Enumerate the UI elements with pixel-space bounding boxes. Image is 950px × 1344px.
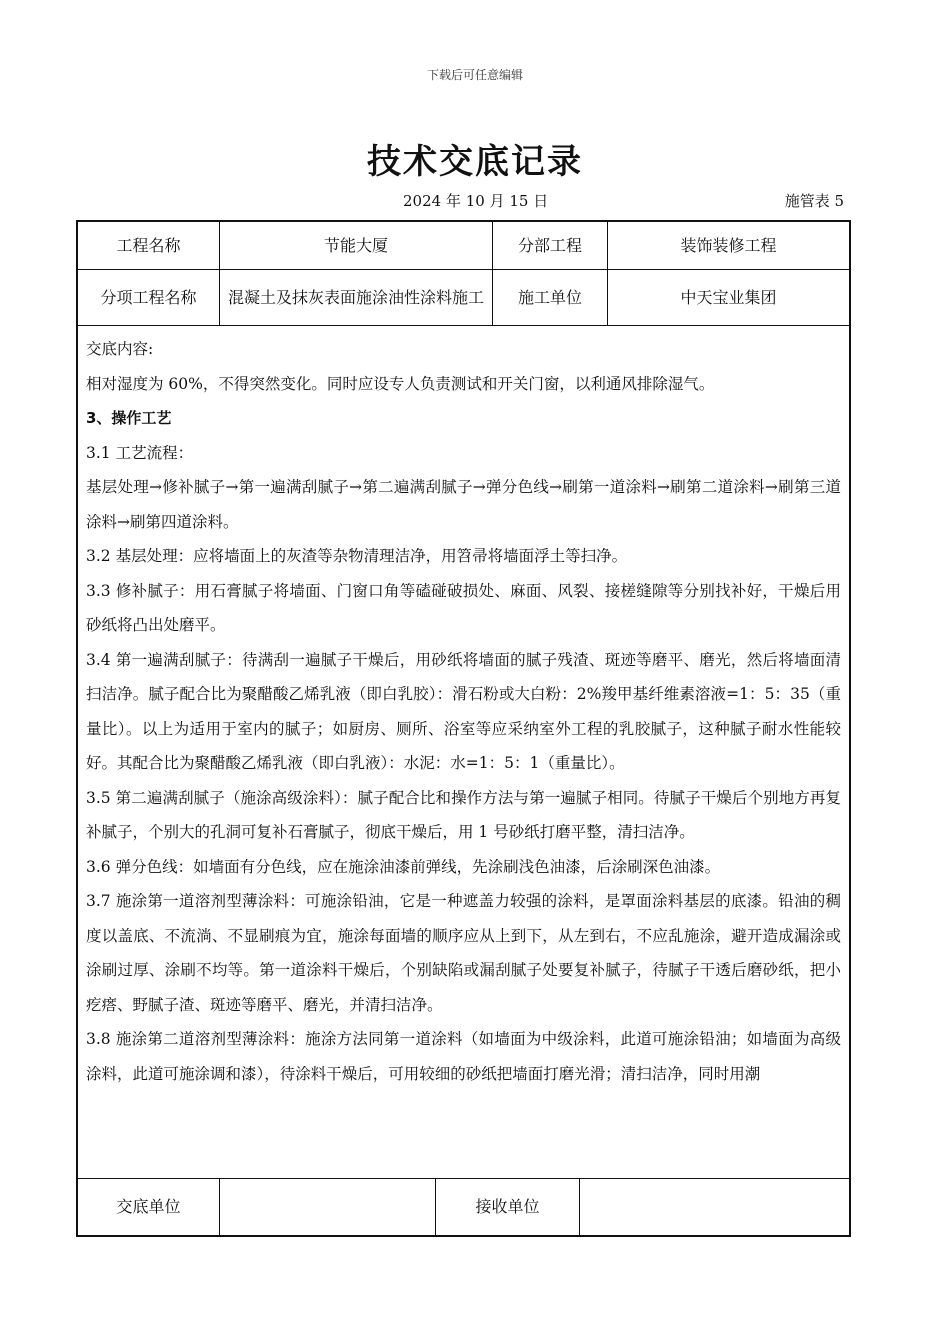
- disclosure-content: [86, 332, 841, 1091]
- project-name-label: 工程名称: [116, 235, 181, 255]
- division-value: 装饰装修工程: [680, 235, 777, 255]
- document-title: 技术交底记录: [367, 142, 583, 182]
- content-paragraph: 基层处理→修补腻子→第一遍满刮腻子→第二遍满刮腻子→弹分色线→刷第一道涂料→刷第二道涂料→刷第三道涂料→刷第四道涂料。: [86, 478, 841, 531]
- content-paragraph: 3.4 第一遍满刮腻子：待满刮一遍腻子干燥后，用砂纸将墙面的腻子残渣、斑迹等磨平、磨光，然后将墙面清扫洁净。腻子配合比为聚醋酸乙烯乳液（即白乳胶）：滑石粉或大白粉：2%羧甲基纤维素溶液=1：5：35（重量比）。以上为适用于室内的腻子；如厨房、厕所、浴室等应采纳室外工程的乳胶腻子，这种腻子耐水性能较好。其配合比为聚醋酸乙烯乳液（即白乳液）：水泥：水=1：5：1（重量比）。: [86, 650, 841, 772]
- document-date: 2024 年 10 月 15 日: [403, 192, 549, 210]
- content-paragraph: 3.2 基层处理：应将墙面上的灰渣等杂物清理洁净，用笤帚将墙面浮土等扫净。: [86, 547, 628, 565]
- row-divider: [78, 325, 849, 326]
- content-paragraph: 3.3 修补腻子：用石膏腻子将墙面、门窗口角等磕碰破损处、麻面、风裂、接槎缝隙等分别找补好，干燥后用砂纸将凸出处磨平。: [86, 581, 841, 634]
- section-heading: 3、操作工艺: [86, 409, 172, 427]
- form-number: 施管表 5: [784, 192, 844, 210]
- receiving-unit-label: 接收单位: [475, 1197, 540, 1216]
- contractor-label: 施工单位: [517, 287, 582, 307]
- receiving-unit-value[interactable]: [580, 1179, 849, 1235]
- contractor-value: 中天宝业集团: [680, 287, 777, 307]
- content-paragraph: 3.7 施涂第一道溶剂型薄涂料：可施涂铅油，它是一种遮盖力较强的涂料，是罩面涂料基层的底漆。铅油的稠度以盖底、不流淌、不显刷痕为宜，施涂每面墙的顺序应从上到下，从左到右，不应乱施涂，避开造成漏涂或涂刷过厚、涂刷不均等。第一道涂料干燥后，个别缺陷或漏刮腻子处要复补腻子，待腻子干透后磨砂纸，把小疙瘩、野腻子渣、斑迹等磨平、磨光，并清扫洁净。: [86, 892, 841, 1014]
- project-name-value: 节能大厦: [323, 235, 388, 255]
- content-paragraph: 3.5 第二遍满刮腻子（施涂高级涂料）：腻子配合比和操作方法与第一遍腻子相同。待腻子干燥后个别地方再复补腻子，个别大的孔洞可复补石膏腻子，彻底干燥后，用 1 号砂纸打磨平整，清扫洁净。: [86, 788, 841, 841]
- content-paragraph: 3.8 施涂第二道溶剂型薄涂料：施涂方法同第一道涂料（如墙面为中级涂料，此道可施涂铅油；如墙面为高级涂料，此道可施涂调和漆），待涂料干燥后，可用较细的砂纸把墙面打磨光滑；清扫洁净，同时用潮: [86, 1030, 841, 1083]
- division-label: 分部工程: [517, 235, 582, 255]
- content-paragraph: 3.1 工艺流程：: [86, 443, 194, 462]
- top-note: 下载后可任意编辑: [426, 68, 523, 82]
- handover-unit-label: 交底单位: [116, 1197, 181, 1216]
- content-paragraph: 3.6 弹分色线：如墙面有分色线，应在施涂油漆前弹线，先涂刷浅色油漆，后涂刷深色油漆。: [86, 857, 721, 876]
- handover-unit-value[interactable]: [220, 1179, 435, 1235]
- subproject-label: 分项工程名称: [100, 287, 197, 307]
- record-table: [76, 220, 851, 1237]
- subproject-value: 混凝土及抹灰表面施涂油性涂料施工: [228, 287, 485, 307]
- content-lead: 交底内容:: [86, 340, 154, 358]
- content-paragraph: 相对湿度为 60%，不得突然变化。同时应设专人负责测试和开关门窗，以利通风排除湿气。: [86, 374, 715, 393]
